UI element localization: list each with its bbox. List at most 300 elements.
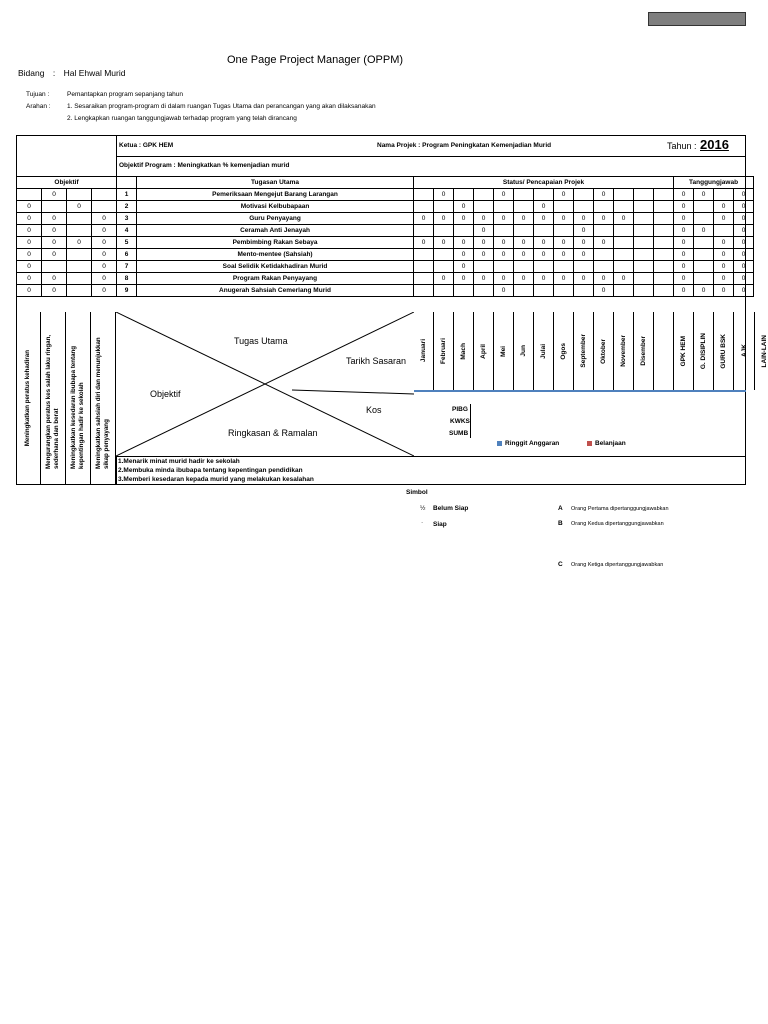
objective-cell: 0 — [42, 189, 67, 201]
month-header-strip — [414, 312, 768, 390]
month-status-cell: 0 — [454, 249, 474, 261]
month-status-cell — [614, 189, 634, 201]
month-status-cell — [494, 261, 514, 273]
responsible-cell — [694, 261, 714, 273]
legend-belum-siap-mark: ½ — [420, 505, 426, 512]
responsible-cell: 0 — [714, 273, 734, 285]
responsible-cell: 0 — [734, 237, 754, 249]
month-status-cell — [414, 189, 434, 201]
responsible-cell: 0 — [734, 225, 754, 237]
month-label: Mei — [500, 345, 507, 357]
objective-cell: 0 — [92, 285, 117, 297]
month-status-cell — [634, 225, 654, 237]
legend-b: B — [558, 520, 563, 527]
responsible-cell: 0 — [694, 225, 714, 237]
bidang-sep: : — [52, 68, 56, 78]
label-ringkasan: Ringkasan & Ramalan — [228, 428, 318, 438]
month-status-cell: 0 — [494, 249, 514, 261]
month-status-cell — [514, 261, 534, 273]
arahan-item-2: 2. Lengkapkan ruangan tanggungjawab terhadap program yang telah dirancang — [67, 115, 297, 122]
summary-2: 2.Membuka minda ibubapa tentang kepentingan pendidikan — [118, 467, 303, 474]
objective-cell: 0 — [92, 261, 117, 273]
responsible-cell: 0 — [734, 285, 754, 297]
month-status-cell — [634, 273, 654, 285]
month-status-cell: 0 — [574, 249, 594, 261]
month-status-cell — [534, 261, 554, 273]
objective-cell — [67, 261, 92, 273]
month-status-cell — [494, 225, 514, 237]
month-status-cell — [574, 189, 594, 201]
month-status-cell — [614, 249, 634, 261]
legend-siap: Siap — [433, 521, 447, 528]
table-row — [17, 285, 754, 297]
month-status-cell — [554, 261, 574, 273]
month-label-cell — [614, 312, 634, 390]
month-status-cell: 0 — [534, 213, 554, 225]
month-status-cell: 0 — [474, 249, 494, 261]
responsible-cell: 0 — [714, 261, 734, 273]
month-label: April — [480, 343, 487, 359]
objective-cell: 0 — [17, 201, 42, 213]
month-status-cell: 0 — [534, 237, 554, 249]
responsible-cell: 0 — [674, 249, 694, 261]
legend-a: A — [558, 505, 563, 512]
table-row — [17, 237, 754, 249]
status-spacer-cell — [654, 189, 674, 201]
month-status-cell — [574, 285, 594, 297]
objective-cell — [92, 201, 117, 213]
label-tugas-utama: Tugas Utama — [234, 336, 288, 346]
objective-cell — [42, 261, 67, 273]
responsible-label-cell — [734, 312, 755, 390]
month-status-cell — [614, 225, 634, 237]
month-status-cell — [634, 261, 654, 273]
table-row — [17, 273, 754, 285]
table-row — [17, 189, 754, 201]
month-status-cell: 0 — [594, 273, 614, 285]
bidang-value: Hal Ehwal Murid — [63, 68, 126, 78]
responsible-cell: 0 — [714, 201, 734, 213]
month-status-cell: 0 — [614, 213, 634, 225]
responsible-label-cell — [714, 312, 734, 390]
cost-chart — [414, 390, 746, 456]
month-label-cell — [594, 312, 614, 390]
task-name: Soal Selidik Ketidakhadiran Murid — [137, 261, 414, 273]
month-status-cell — [614, 201, 634, 213]
objective-cell: 0 — [42, 249, 67, 261]
responsible-cell — [694, 249, 714, 261]
month-label: Disember — [640, 336, 647, 366]
month-status-cell — [554, 285, 574, 297]
status-spacer-cell — [654, 213, 674, 225]
month-label-cell — [474, 312, 494, 390]
objective-cell: 0 — [42, 237, 67, 249]
month-status-cell: 0 — [494, 285, 514, 297]
label-kos: Kos — [366, 405, 382, 415]
task-number: 7 — [117, 261, 137, 273]
objective-cell: 0 — [17, 249, 42, 261]
responsible-label: AJK — [740, 344, 748, 358]
month-status-cell — [434, 201, 454, 213]
month-status-cell: 0 — [534, 249, 554, 261]
bidang-label: Bidang — [18, 68, 45, 78]
status-spacer-cell — [654, 237, 674, 249]
task-name: Mento-mentee (Sahsiah) — [137, 249, 414, 261]
objective-cell — [17, 189, 42, 201]
responsible-label: LAIN-LAIN — [761, 334, 768, 368]
month-status-cell — [414, 261, 434, 273]
summary-1: 1.Menarik minat murid hadir ke sekolah — [118, 458, 240, 465]
objective-cell — [67, 213, 92, 225]
summary-box — [116, 456, 746, 485]
month-label: November — [620, 335, 627, 367]
responsible-cell: 0 — [714, 285, 734, 297]
month-status-cell — [514, 225, 534, 237]
month-status-cell — [514, 189, 534, 201]
task-number: 9 — [117, 285, 137, 297]
objective-cell: 0 — [92, 237, 117, 249]
cost-label-kwks: KWKS — [450, 418, 470, 425]
month-status-cell: 0 — [554, 249, 574, 261]
objective-vertical-4: Meningkatkan sahsiah diri dan menunjukkan sikap penyayang — [91, 312, 116, 485]
objective-vertical-1: Meningkatkan peratus kehadiran — [16, 312, 41, 485]
status-spacer-cell — [654, 225, 674, 237]
task-number: 2 — [117, 201, 137, 213]
responsible-cell — [714, 225, 734, 237]
month-status-cell: 0 — [454, 273, 474, 285]
responsible-cell: 0 — [734, 189, 754, 201]
task-name: Pemeriksaan Mengejut Barang Larangan — [137, 189, 414, 201]
month-status-cell: 0 — [494, 273, 514, 285]
month-status-cell — [474, 189, 494, 201]
responsible-cell: 0 — [694, 285, 714, 297]
status-spacer-cell — [654, 249, 674, 261]
responsible-cell: 0 — [734, 249, 754, 261]
month-status-cell: 0 — [474, 213, 494, 225]
responsible-label-cell — [674, 312, 694, 390]
month-status-cell — [614, 237, 634, 249]
task-number: 8 — [117, 273, 137, 285]
legend-b-text: Orang Kedua dipertanggungjawabkan — [571, 521, 664, 527]
month-status-cell: 0 — [594, 237, 614, 249]
month-status-cell: 0 — [554, 189, 574, 201]
legend-c-text: Orang Ketiga dipertanggungjawabkan — [571, 562, 664, 568]
objective-cell — [67, 225, 92, 237]
task-name: Motivasi Kelbubapaan — [137, 201, 414, 213]
month-label: Julai — [540, 343, 547, 359]
objective-cell: 0 — [17, 273, 42, 285]
responsible-cell: 0 — [734, 201, 754, 213]
month-status-cell: 0 — [454, 237, 474, 249]
task-rows — [17, 189, 754, 297]
month-status-cell — [534, 285, 554, 297]
objective-cell: 0 — [42, 285, 67, 297]
objective-cell: 0 — [17, 261, 42, 273]
month-status-cell: 0 — [554, 237, 574, 249]
month-status-cell — [634, 213, 654, 225]
month-status-cell — [534, 225, 554, 237]
month-status-cell — [474, 201, 494, 213]
month-label-cell — [634, 312, 654, 390]
task-name: Anugerah Sahsiah Cemerlang Murid — [137, 285, 414, 297]
month-status-cell — [634, 285, 654, 297]
responsible-cell: 0 — [674, 285, 694, 297]
objective-cell: 0 — [92, 213, 117, 225]
objective-vertical-3: Meningkatkan kesedaran ibubapa tentang kepentingan hadir ke sekolah — [66, 312, 91, 485]
oppm-table — [16, 176, 754, 297]
month-status-cell: 0 — [434, 237, 454, 249]
objective-cell: 0 — [92, 225, 117, 237]
month-status-cell: 0 — [574, 225, 594, 237]
summary-3: 3.Memberi kesedaran kepada murid yang melakukan kesalahan — [118, 476, 314, 483]
month-spacer-cell — [654, 312, 674, 390]
month-status-cell — [434, 249, 454, 261]
month-status-cell: 0 — [574, 237, 594, 249]
responsible-cell — [694, 201, 714, 213]
month-status-cell — [514, 285, 534, 297]
responsible-label: GURU BSK — [720, 333, 727, 369]
tujuan-value: Pemantapkan program sepanjang tahun — [67, 91, 183, 98]
page-title: One Page Project Manager (OPPM) — [226, 54, 404, 66]
responsible-cell: 0 — [714, 249, 734, 261]
month-status-cell: 0 — [594, 213, 614, 225]
month-status-cell: 0 — [594, 285, 614, 297]
month-status-cell: 0 — [454, 201, 474, 213]
month-label-cell — [554, 312, 574, 390]
month-status-cell: 0 — [594, 189, 614, 201]
month-label: September — [580, 334, 587, 368]
objective-vertical-2: Mengurangkan peratus kes salah laku ringan, sederhana dan berat — [41, 312, 66, 485]
month-status-cell — [414, 273, 434, 285]
objective-cell: 0 — [92, 273, 117, 285]
task-name: Program Rakan Penyayang — [137, 273, 414, 285]
month-label: Ogos — [560, 342, 567, 360]
objective-cell: 0 — [42, 213, 67, 225]
oppm-diagram — [116, 312, 414, 456]
month-status-cell: 0 — [494, 237, 514, 249]
month-label: Mach — [460, 342, 467, 360]
month-status-cell: 0 — [414, 237, 434, 249]
task-name: Pembimbing Rakan Sebaya — [137, 237, 414, 249]
month-status-cell — [594, 225, 614, 237]
month-status-cell — [634, 237, 654, 249]
legend-belum-siap: Belum Siap — [433, 505, 469, 512]
month-status-cell: 0 — [434, 273, 454, 285]
month-status-cell: 0 — [614, 273, 634, 285]
month-status-cell: 0 — [414, 213, 434, 225]
legend-siap-mark: · — [421, 519, 424, 526]
top-info-box — [116, 135, 746, 157]
status-spacer-cell — [654, 201, 674, 213]
task-number: 5 — [117, 237, 137, 249]
month-status-cell — [454, 285, 474, 297]
month-status-cell — [414, 201, 434, 213]
table-row — [17, 225, 754, 237]
month-label-cell — [414, 312, 434, 390]
legend-budget-swatch — [497, 441, 502, 446]
responsible-cell: 0 — [674, 261, 694, 273]
table-row — [17, 213, 754, 225]
legend-spent: Belanjaan — [587, 440, 626, 447]
task-number: 6 — [117, 249, 137, 261]
responsible-cell: 0 — [714, 237, 734, 249]
responsible-cell: 0 — [674, 273, 694, 285]
month-status-cell — [414, 249, 434, 261]
objective-cell: 0 — [17, 237, 42, 249]
responsible-cell: 0 — [674, 189, 694, 201]
month-status-cell: 0 — [514, 249, 534, 261]
objective-cell: 0 — [17, 225, 42, 237]
responsible-cell: 0 — [694, 189, 714, 201]
month-status-cell — [594, 201, 614, 213]
month-status-cell: 0 — [574, 273, 594, 285]
month-status-cell — [634, 189, 654, 201]
task-number: 3 — [117, 213, 137, 225]
task-name: Guru Penyayang — [137, 213, 414, 225]
status-spacer-cell — [654, 285, 674, 297]
objective-cell — [92, 189, 117, 201]
month-status-cell: 0 — [554, 273, 574, 285]
month-status-cell: 0 — [434, 189, 454, 201]
month-status-cell: 0 — [514, 237, 534, 249]
responsible-label: GPK HEM — [680, 335, 687, 367]
objective-cell — [67, 189, 92, 201]
task-name: Ceramah Anti Jenayah — [137, 225, 414, 237]
status-header: Status/ Pencapaian Projek — [414, 177, 674, 189]
responsible-cell — [714, 189, 734, 201]
month-status-cell — [434, 225, 454, 237]
month-status-cell — [634, 201, 654, 213]
objective-cell — [67, 273, 92, 285]
month-status-cell: 0 — [534, 201, 554, 213]
month-status-cell: 0 — [534, 273, 554, 285]
status-spacer-cell — [654, 273, 674, 285]
month-label: Jun — [520, 345, 527, 357]
objektif-program: Objektif Program : Meningkatkan % kemenjadian murid — [119, 162, 290, 169]
objective-cell: 0 — [17, 285, 42, 297]
month-status-cell: 0 — [474, 273, 494, 285]
month-status-cell: 0 — [454, 213, 474, 225]
month-label: Februari — [440, 337, 447, 364]
responsible-label: G. DISIPLIN — [700, 332, 707, 370]
tanggungjawab-header: Tanggungjawab — [674, 177, 754, 189]
responsible-label-cell — [755, 312, 768, 390]
objective-cell: 0 — [67, 237, 92, 249]
objective-cell — [42, 201, 67, 213]
objective-cell — [67, 249, 92, 261]
objectives-vertical-area — [16, 312, 116, 485]
month-status-cell — [474, 261, 494, 273]
responsible-cell: 0 — [734, 273, 754, 285]
arahan-label: Arahan : — [26, 103, 51, 110]
month-status-cell: 0 — [514, 273, 534, 285]
month-status-cell — [494, 201, 514, 213]
month-label: Oktober — [600, 338, 607, 364]
month-status-cell: 0 — [474, 237, 494, 249]
responsible-cell — [694, 213, 714, 225]
month-status-cell — [534, 189, 554, 201]
nama-projek: Nama Projek : Program Peningkatan Kemenjadian Murid — [377, 142, 552, 149]
responsible-cell: 0 — [734, 261, 754, 273]
tujuan-label: Tujuan : — [26, 91, 50, 98]
legend-a-text: Orang Pertama dipertanggungjawabkan — [571, 506, 669, 512]
responsible-cell: 0 — [674, 225, 694, 237]
month-status-cell — [614, 261, 634, 273]
month-label-cell — [494, 312, 514, 390]
month-label-cell — [434, 312, 454, 390]
objective-cell: 0 — [42, 273, 67, 285]
month-status-cell — [614, 285, 634, 297]
month-status-cell — [514, 201, 534, 213]
table-row — [17, 201, 754, 213]
responsible-cell: 0 — [734, 213, 754, 225]
month-status-cell — [554, 225, 574, 237]
month-status-cell: 0 — [574, 213, 594, 225]
ketua-label: Ketua : GPK HEM — [119, 142, 174, 149]
task-number: 4 — [117, 225, 137, 237]
legend-simbol: Simbol — [406, 489, 428, 496]
cost-label-pibg: PIBG — [452, 406, 468, 413]
objective-cell: 0 — [92, 249, 117, 261]
month-status-cell — [574, 201, 594, 213]
table-row — [17, 249, 754, 261]
month-status-cell — [434, 285, 454, 297]
arahan-item-1: 1. Sesaraikan program-program di dalam ruangan Tugas Utama dan perancangan yang akan dilaksanakan — [67, 103, 376, 110]
month-status-cell: 0 — [474, 225, 494, 237]
tahun-label: Tahun : — [667, 141, 697, 151]
month-status-cell: 0 — [494, 213, 514, 225]
month-label-cell — [534, 312, 554, 390]
responsible-cell: 0 — [674, 237, 694, 249]
task-number: 1 — [117, 189, 137, 201]
month-status-cell — [474, 285, 494, 297]
objective-cell — [67, 285, 92, 297]
responsible-cell — [694, 273, 714, 285]
month-status-cell — [414, 225, 434, 237]
objective-cell: 0 — [17, 213, 42, 225]
month-status-cell — [454, 225, 474, 237]
cost-axis — [470, 404, 471, 438]
month-status-cell — [414, 285, 434, 297]
month-status-cell: 0 — [454, 261, 474, 273]
legend-spent-swatch — [587, 441, 592, 446]
month-status-cell: 0 — [494, 189, 514, 201]
objective-cell: 0 — [67, 201, 92, 213]
month-status-cell — [594, 249, 614, 261]
month-label-cell — [514, 312, 534, 390]
table-row — [17, 261, 754, 273]
month-label: Januari — [420, 339, 427, 363]
no-header — [117, 177, 137, 189]
label-tarikh-sasaran: Tarikh Sasaran — [346, 356, 407, 366]
month-status-cell — [554, 201, 574, 213]
month-status-cell — [434, 261, 454, 273]
status-spacer-cell — [654, 261, 674, 273]
legend-budget: Ringgit Anggaran — [497, 440, 559, 447]
month-status-cell: 0 — [514, 213, 534, 225]
objektif-program-box — [116, 157, 746, 176]
month-status-cell — [454, 189, 474, 201]
month-status-cell: 0 — [434, 213, 454, 225]
month-status-cell: 0 — [554, 213, 574, 225]
label-objektif: Objektif — [150, 389, 181, 399]
legend-c: C — [558, 561, 563, 568]
month-label-cell — [454, 312, 474, 390]
objective-cell: 0 — [42, 225, 67, 237]
cost-label-sumb: SUMB — [449, 430, 469, 437]
responsible-cell — [694, 237, 714, 249]
month-status-cell — [594, 261, 614, 273]
